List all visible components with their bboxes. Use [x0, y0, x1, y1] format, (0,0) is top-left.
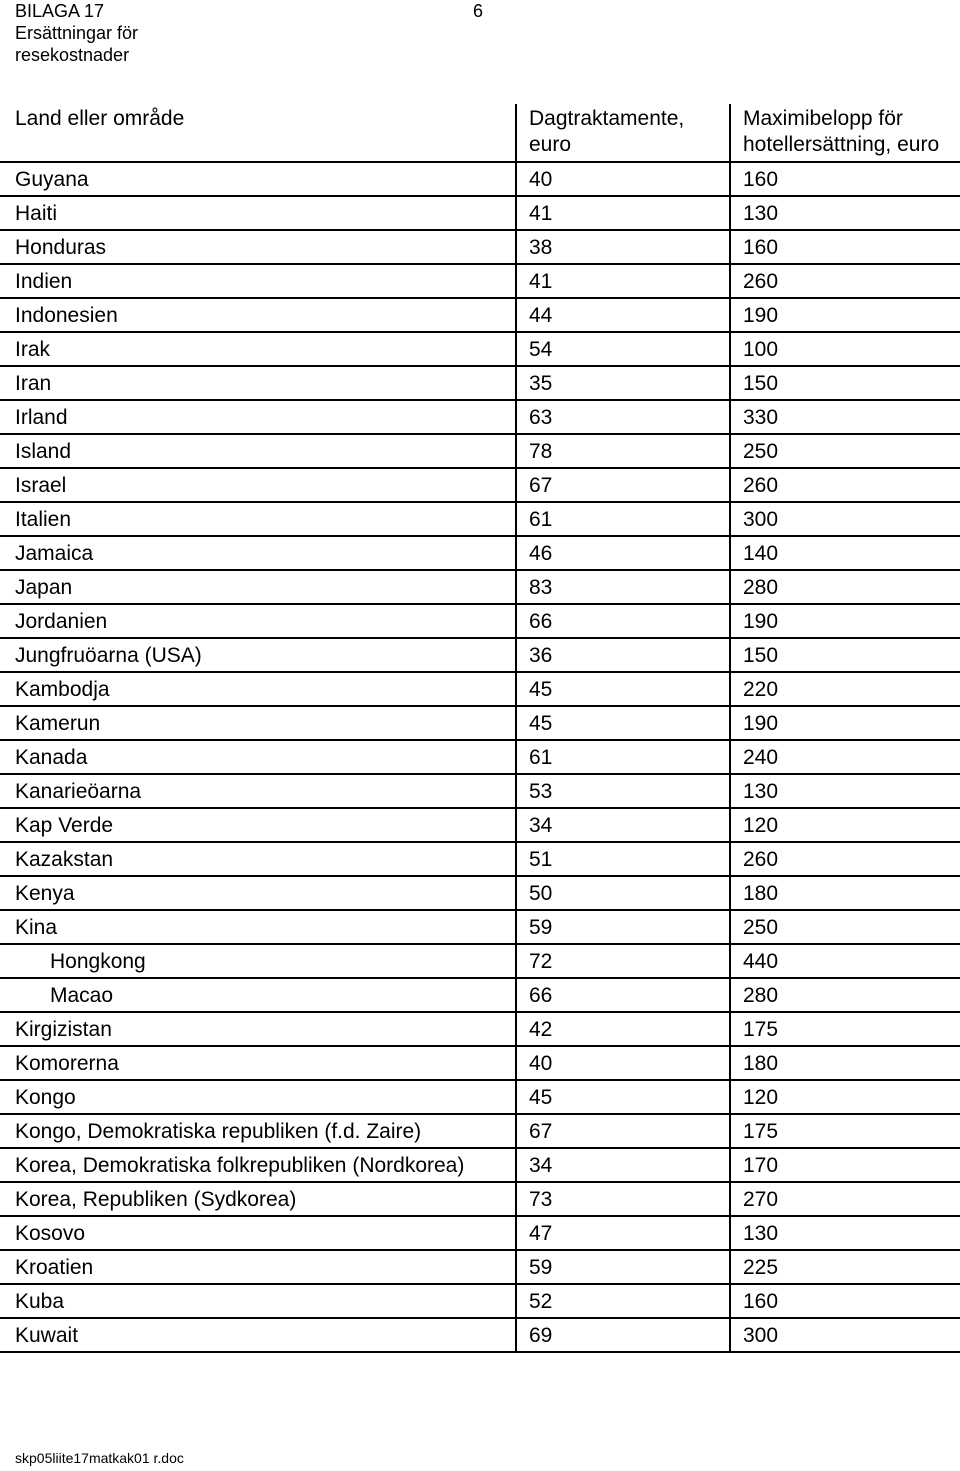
- hotel-max-cell: 270: [730, 1182, 960, 1216]
- footer-filename: skp05liite17matkak01 r.doc: [15, 1450, 184, 1466]
- daily-allowance-cell: 53: [516, 774, 730, 808]
- daily-allowance-cell: 52: [516, 1284, 730, 1318]
- daily-allowance-cell: 38: [516, 230, 730, 264]
- hotel-max-cell: 240: [730, 740, 960, 774]
- country-cell: Indonesien: [0, 298, 516, 332]
- hotel-max-cell: 130: [730, 196, 960, 230]
- table-row: [0, 978, 960, 1012]
- hotel-max-cell: 280: [730, 978, 960, 1012]
- daily-allowance-cell: 34: [516, 1148, 730, 1182]
- table-row: [0, 1012, 960, 1046]
- document-header: [15, 0, 138, 66]
- country-cell: Kongo: [0, 1080, 516, 1114]
- allowance-table: [0, 104, 960, 1353]
- daily-allowance-cell: 63: [516, 400, 730, 434]
- country-cell: Guyana: [0, 162, 516, 196]
- daily-allowance-cell: 66: [516, 604, 730, 638]
- daily-allowance-cell: 46: [516, 536, 730, 570]
- country-cell: Kirgizistan: [0, 1012, 516, 1046]
- country-cell: Jordanien: [0, 604, 516, 638]
- hotel-max-cell: 330: [730, 400, 960, 434]
- page-number: 6: [473, 1, 484, 21]
- table-row: [0, 502, 960, 536]
- hotel-max-cell: 150: [730, 638, 960, 672]
- hotel-max-cell: 280: [730, 570, 960, 604]
- hotel-max-cell: 220: [730, 672, 960, 706]
- country-cell: Kosovo: [0, 1216, 516, 1250]
- hotel-max-cell: 300: [730, 1318, 960, 1352]
- country-cell: Indien: [0, 264, 516, 298]
- country-cell: Macao: [0, 978, 516, 1012]
- daily-allowance-cell: 59: [516, 1250, 730, 1284]
- hotel-max-cell: 180: [730, 876, 960, 910]
- hotel-max-cell: 120: [730, 808, 960, 842]
- country-cell: Iran: [0, 366, 516, 400]
- daily-allowance-cell: 44: [516, 298, 730, 332]
- table-body: [0, 162, 960, 1352]
- table-row: [0, 740, 960, 774]
- table-row: [0, 638, 960, 672]
- hotel-max-cell: 175: [730, 1114, 960, 1148]
- daily-allowance-cell: 54: [516, 332, 730, 366]
- hotel-max-cell: 190: [730, 604, 960, 638]
- daily-allowance-cell: 61: [516, 502, 730, 536]
- country-cell: Italien: [0, 502, 516, 536]
- hotel-max-cell: 180: [730, 1046, 960, 1080]
- table-row: [0, 366, 960, 400]
- country-cell: Island: [0, 434, 516, 468]
- country-cell: Kuwait: [0, 1318, 516, 1352]
- hotel-max-cell: 130: [730, 1216, 960, 1250]
- table-row: [0, 604, 960, 638]
- column-header-country: Land eller område: [0, 104, 516, 162]
- table-row: [0, 1114, 960, 1148]
- hotel-max-cell: 260: [730, 264, 960, 298]
- table-header-row: [0, 104, 960, 162]
- country-cell: Kuba: [0, 1284, 516, 1318]
- daily-allowance-cell: 45: [516, 672, 730, 706]
- country-cell: Kap Verde: [0, 808, 516, 842]
- table-row: [0, 1182, 960, 1216]
- column-header-hotel-max: Maximibelopp för hotellersättning, euro: [730, 104, 960, 162]
- hotel-max-cell: 260: [730, 468, 960, 502]
- daily-allowance-cell: 83: [516, 570, 730, 604]
- country-cell: Kamerun: [0, 706, 516, 740]
- daily-allowance-cell: 34: [516, 808, 730, 842]
- table-row: [0, 332, 960, 366]
- hotel-max-cell: 100: [730, 332, 960, 366]
- daily-allowance-cell: 45: [516, 1080, 730, 1114]
- hotel-max-cell: 130: [730, 774, 960, 808]
- country-cell: Korea, Republiken (Sydkorea): [0, 1182, 516, 1216]
- daily-allowance-cell: 40: [516, 1046, 730, 1080]
- daily-allowance-cell: 67: [516, 1114, 730, 1148]
- daily-allowance-cell: 45: [516, 706, 730, 740]
- table-row: [0, 162, 960, 196]
- table-row: [0, 468, 960, 502]
- daily-allowance-cell: 40: [516, 162, 730, 196]
- table-row: [0, 196, 960, 230]
- table-row: [0, 672, 960, 706]
- country-cell: Kina: [0, 910, 516, 944]
- country-cell: Haiti: [0, 196, 516, 230]
- daily-allowance-cell: 66: [516, 978, 730, 1012]
- daily-allowance-cell: 73: [516, 1182, 730, 1216]
- annex-label: BILAGA 17: [15, 1, 105, 21]
- country-cell: Korea, Demokratiska folkrepubliken (Nordkorea): [0, 1148, 516, 1182]
- table-row: [0, 706, 960, 740]
- table-row: [0, 230, 960, 264]
- table-row: [0, 434, 960, 468]
- table-row: [0, 944, 960, 978]
- country-cell: Komorerna: [0, 1046, 516, 1080]
- country-cell: Kanada: [0, 740, 516, 774]
- daily-allowance-cell: 47: [516, 1216, 730, 1250]
- daily-allowance-cell: 41: [516, 264, 730, 298]
- country-cell: Kongo, Demokratiska republiken (f.d. Zaire): [0, 1114, 516, 1148]
- country-cell: Hongkong: [0, 944, 516, 978]
- column-header-daily-allowance: Dagtraktamente, euro: [516, 104, 730, 162]
- table-row: [0, 264, 960, 298]
- table-row: [0, 400, 960, 434]
- daily-allowance-cell: 59: [516, 910, 730, 944]
- hotel-max-cell: 190: [730, 298, 960, 332]
- table-row: [0, 842, 960, 876]
- daily-allowance-cell: 51: [516, 842, 730, 876]
- daily-allowance-cell: 35: [516, 366, 730, 400]
- daily-allowance-cell: 78: [516, 434, 730, 468]
- hotel-max-cell: 300: [730, 502, 960, 536]
- hotel-max-cell: 160: [730, 162, 960, 196]
- table-row: [0, 876, 960, 910]
- table-row: [0, 536, 960, 570]
- country-cell: Japan: [0, 570, 516, 604]
- table-row: [0, 910, 960, 944]
- table-row: [0, 1046, 960, 1080]
- hotel-max-cell: 140: [730, 536, 960, 570]
- daily-allowance-cell: 69: [516, 1318, 730, 1352]
- table-row: [0, 298, 960, 332]
- country-cell: Jamaica: [0, 536, 516, 570]
- hotel-max-cell: 160: [730, 1284, 960, 1318]
- hotel-max-cell: 120: [730, 1080, 960, 1114]
- country-cell: Honduras: [0, 230, 516, 264]
- country-cell: Kroatien: [0, 1250, 516, 1284]
- country-cell: Kenya: [0, 876, 516, 910]
- country-cell: Kambodja: [0, 672, 516, 706]
- country-cell: Irland: [0, 400, 516, 434]
- table-row: [0, 1250, 960, 1284]
- annex-title-line1: Ersättningar för: [15, 23, 139, 43]
- hotel-max-cell: 260: [730, 842, 960, 876]
- daily-allowance-cell: 41: [516, 196, 730, 230]
- hotel-max-cell: 170: [730, 1148, 960, 1182]
- country-cell: Israel: [0, 468, 516, 502]
- country-cell: Irak: [0, 332, 516, 366]
- country-cell: Kazakstan: [0, 842, 516, 876]
- daily-allowance-cell: 67: [516, 468, 730, 502]
- hotel-max-cell: 160: [730, 230, 960, 264]
- hotel-max-cell: 150: [730, 366, 960, 400]
- table-row: [0, 1148, 960, 1182]
- table-row: [0, 774, 960, 808]
- hotel-max-cell: 175: [730, 1012, 960, 1046]
- hotel-max-cell: 190: [730, 706, 960, 740]
- table-row: [0, 808, 960, 842]
- country-cell: Jungfruöarna (USA): [0, 638, 516, 672]
- table-row: [0, 570, 960, 604]
- daily-allowance-cell: 36: [516, 638, 730, 672]
- table-row: [0, 1318, 960, 1352]
- annex-title-line2: resekostnader: [15, 45, 130, 65]
- daily-allowance-cell: 72: [516, 944, 730, 978]
- hotel-max-cell: 250: [730, 434, 960, 468]
- table-row: [0, 1216, 960, 1250]
- country-cell: Kanarieöarna: [0, 774, 516, 808]
- daily-allowance-cell: 50: [516, 876, 730, 910]
- hotel-max-cell: 250: [730, 910, 960, 944]
- table-row: [0, 1080, 960, 1114]
- hotel-max-cell: 225: [730, 1250, 960, 1284]
- daily-allowance-cell: 61: [516, 740, 730, 774]
- hotel-max-cell: 440: [730, 944, 960, 978]
- daily-allowance-cell: 42: [516, 1012, 730, 1046]
- table-row: [0, 1284, 960, 1318]
